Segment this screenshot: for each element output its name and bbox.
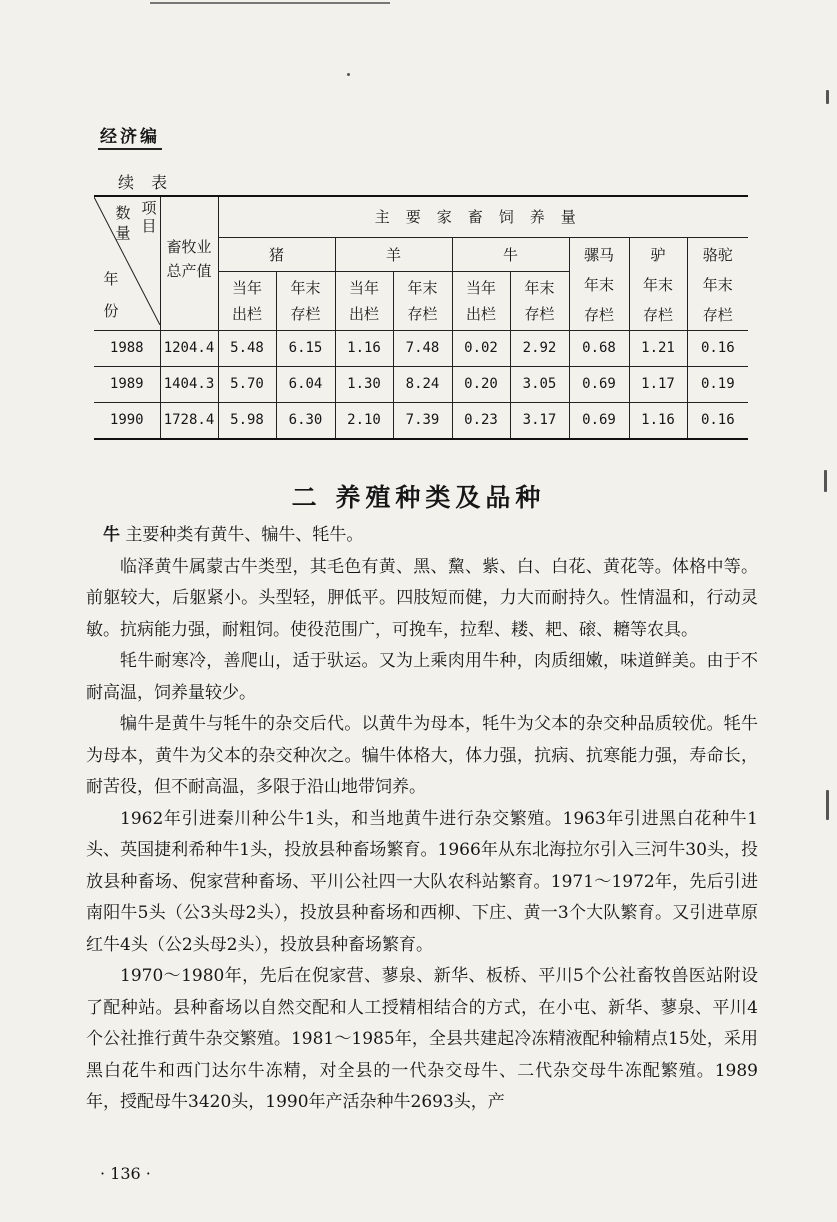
sub-header: 年末存栏 [510, 272, 569, 331]
running-header: 经济编 [100, 127, 160, 147]
page-number: · 136 · [100, 1164, 151, 1183]
table-cell: 7.48 [393, 331, 452, 367]
group-label-camel: 骆驼 [702, 246, 733, 264]
table-cell: 6.30 [276, 403, 335, 440]
value-cell: 1728.4 [160, 403, 218, 440]
table-caption: 续 表 [118, 173, 174, 192]
table-cell: 8.24 [393, 367, 452, 403]
header-underline [98, 148, 162, 150]
table-cell: 2.92 [510, 331, 569, 367]
table-cell: 0.20 [452, 367, 510, 403]
corner-item-label: 项目 [141, 199, 157, 235]
main-livestock-header: 主要家畜饲养量 [218, 196, 748, 238]
table-cell: 7.39 [393, 403, 452, 440]
table-cell: 0.68 [569, 331, 629, 367]
group-header-donkey [629, 238, 687, 331]
scan-edge-mark [824, 470, 827, 492]
table-cell: 0.02 [452, 331, 510, 367]
paragraph-breed-introduction: 1962年引进秦川种公牛1头，和当地黄牛进行杂交繁殖。1963年引进黑白花种牛1头、英国捷利希种牛1头，投放县种畜场繁育。1966年从东北海拉尔引入三河牛30头，投放县种畜场、倪家营种畜场、平川公社四一大队农科站繁育。1971～1972年，先后引进南阳牛5头（公3头母2头），投放县种畜场和西柳、下庄、黄一3个大队繁育。又引进草原红牛4头（公2头母2头），投放县种畜场繁育。 [86, 808, 758, 955]
scan-edge-mark [826, 90, 829, 104]
group-label-donkey: 驴 [650, 246, 666, 264]
table-cell: 1.17 [629, 367, 687, 403]
sub-header-mule-horse: 年末存栏 [583, 276, 614, 324]
table-row [94, 403, 748, 440]
table-cell: 5.48 [218, 331, 276, 367]
group-header-camel [687, 238, 748, 331]
table-cell: 3.05 [510, 367, 569, 403]
table-cell: 1.21 [629, 331, 687, 367]
table-cell: 6.04 [276, 367, 335, 403]
body-text [86, 520, 758, 1119]
lead-text: 主要种类有黄牛、犏牛、牦牛。 [125, 525, 364, 545]
table-row [94, 367, 748, 403]
table-cell: 0.16 [687, 331, 748, 367]
scan-edge-mark [826, 790, 829, 820]
group-header-cattle: 牛 [452, 238, 569, 272]
corner-year-label: 年份 [103, 270, 119, 320]
table-row [94, 331, 748, 367]
sub-header-donkey: 年末存栏 [642, 276, 673, 324]
livestock-table [94, 195, 748, 440]
paragraph-yak: 牦牛耐寒冷，善爬山，适于驮运。又为上乘肉用牛种，肉质细嫩，味道鲜美。由于不耐高温，饲养量较少。 [86, 651, 758, 703]
paragraph-pian-cattle: 犏牛是黄牛与牦牛的杂交后代。以黄牛为母本，牦牛为父本的杂交种品质较优。牦牛为母本，黄牛为父本的杂交种次之。犏牛体格大，体力强，抗病、抗寒能力强，寿命长，耐苦役，但不耐高温，多限于沿山地带饲养。 [86, 714, 758, 797]
sub-header: 年末存栏 [276, 272, 335, 331]
table-cell: 5.98 [218, 403, 276, 440]
sub-header-camel: 年末存栏 [702, 276, 733, 324]
lead-word: 牛 [103, 525, 120, 545]
group-header-pig: 猪 [218, 238, 335, 272]
sub-header: 当年出栏 [452, 272, 510, 331]
sub-header: 当年出栏 [335, 272, 393, 331]
table-cell: 1.16 [629, 403, 687, 440]
scan-speck [347, 73, 350, 76]
corner-quantity-label: 数量 [115, 204, 131, 242]
sub-header: 当年出栏 [218, 272, 276, 331]
top-edge-line [150, 2, 390, 4]
table-cell: 0.19 [687, 367, 748, 403]
group-header-sheep: 羊 [335, 238, 452, 272]
group-header-mule-horse [569, 238, 629, 331]
table-cell: 0.23 [452, 403, 510, 440]
paragraph-yellow-cattle: 临泽黄牛属蒙古牛类型，其毛色有黄、黑、黧、紫、白、白花、黄花等。体格中等。前躯较大，后躯紧小。头型轻，胛低平。四肢短而健，力大而耐持久。性情温和，行动灵敏。抗病能力强，耐粗饲。使役范围广，可挽车，拉犁、耧、耙、磙、耱等农具。 [86, 556, 758, 640]
table-cell: 1.16 [335, 331, 393, 367]
value-header: 畜牧业总产值 [160, 196, 218, 331]
sub-header: 年末存栏 [393, 272, 452, 331]
table-corner-cell [94, 196, 160, 331]
table-cell: 0.16 [687, 403, 748, 440]
intro-paragraph [86, 520, 758, 552]
year-cell: 1990 [94, 403, 160, 440]
table-cell: 3.17 [510, 403, 569, 440]
value-cell: 1204.4 [160, 331, 218, 367]
table-cell: 0.69 [569, 367, 629, 403]
table-cell: 1.30 [335, 367, 393, 403]
group-label-mule-horse: 骡马 [583, 246, 614, 264]
table-cell: 2.10 [335, 403, 393, 440]
table-cell: 0.69 [569, 403, 629, 440]
table-cell: 5.70 [218, 367, 276, 403]
year-cell: 1989 [94, 367, 160, 403]
paragraph-breeding-stations: 1970～1980年，先后在倪家营、蓼泉、新华、板桥、平川5个公社畜牧兽医站附设了配种站。县种畜场以自然交配和人工授精相结合的方式，在小屯、新华、蓼泉、平川4个公社推行黄牛杂交繁殖。1981～1985年，全县共建起冷冻精液配种输精点15处，采用黑白花牛和西门达尔牛冻精，对全县的一代杂交母牛、二代杂交母牛冻配繁殖。1989年，授配母牛3420头，1990年产活杂种牛2693头，产 [86, 966, 758, 1112]
section-heading: 二 养殖种类及品种 [291, 483, 546, 512]
value-cell: 1404.3 [160, 367, 218, 403]
year-cell: 1988 [94, 331, 160, 367]
table-cell: 6.15 [276, 331, 335, 367]
